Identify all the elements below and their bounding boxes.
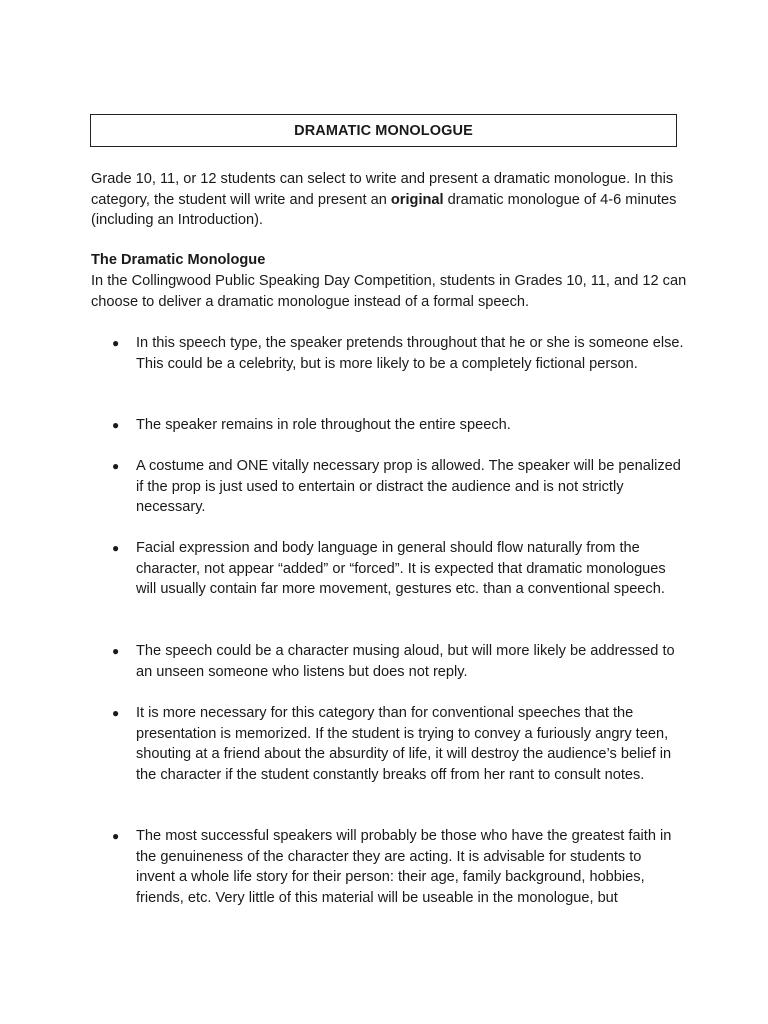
bullet-text: It is more necessary for this category than for conventional speeches that the presentation is memorized. If the student is trying to convey a furiously angry teen, shouting at a friend about the absurdity of life, it will destroy the audience’s belief in the character if the student constantly breaks off from her rant to consult notes.	[136, 705, 672, 784]
section-heading: The Dramatic Monologue	[91, 252, 266, 268]
bullet-icon: ●	[112, 459, 120, 473]
document-title: DRAMATIC MONOLOGUE	[294, 122, 473, 139]
bullet-text: Facial expression and body language in general should flow naturally from the character, not appear “added” or “forced”. It is expected that dramatic monologues will usually contain far more movement, gestures etc. than a conventional speech.	[136, 540, 666, 598]
bullet-icon: ●	[112, 541, 120, 555]
bullet-icon: ●	[112, 418, 120, 432]
bullet-icon: ●	[112, 706, 120, 720]
bullet-text: A costume and ONE vitally necessary prop is allowed. The speaker will be penalized if the prop is just used to entertain or distract the audience and is not strictly necessary.	[136, 458, 681, 516]
section-paragraph: In the Collingwood Public Speaking Day Competition, students in Grades 10, 11, and 12 can choose to deliver a dramatic monologue instead of a formal speech.	[91, 273, 687, 310]
bullet-icon: ●	[112, 829, 120, 843]
intro-text-before: Grade 10, 11, or 12 students can select to write and present a dramatic monologue. In this category, the student will write and present an	[91, 171, 674, 208]
bullet-icon: ●	[112, 336, 120, 350]
intro-bold-word: original	[390, 191, 444, 208]
intro-text-after: dramatic monologue of 4-6 minutes (including an Introduction).	[91, 191, 677, 229]
bullet-text: In this speech type, the speaker pretends throughout that he or she is someone else. This could be a celebrity, but is more likely to be a completely fictional person.	[136, 335, 684, 372]
bullet-text: The speech could be a character musing aloud, but will more likely be addressed to an unseen someone who listens but does not reply.	[136, 643, 675, 680]
bullet-text: The speaker remains in role throughout the entire speech.	[136, 417, 511, 433]
bullet-text: The most successful speakers will probably be those who have the greatest faith in the genuineness of the character they are acting. It is advisable for students to invent a whole life story for their person: their age, family background, hobbies, friends, etc. Very little of this material will be useable in the monologue, but	[136, 828, 672, 907]
bullet-icon: ●	[112, 644, 120, 658]
